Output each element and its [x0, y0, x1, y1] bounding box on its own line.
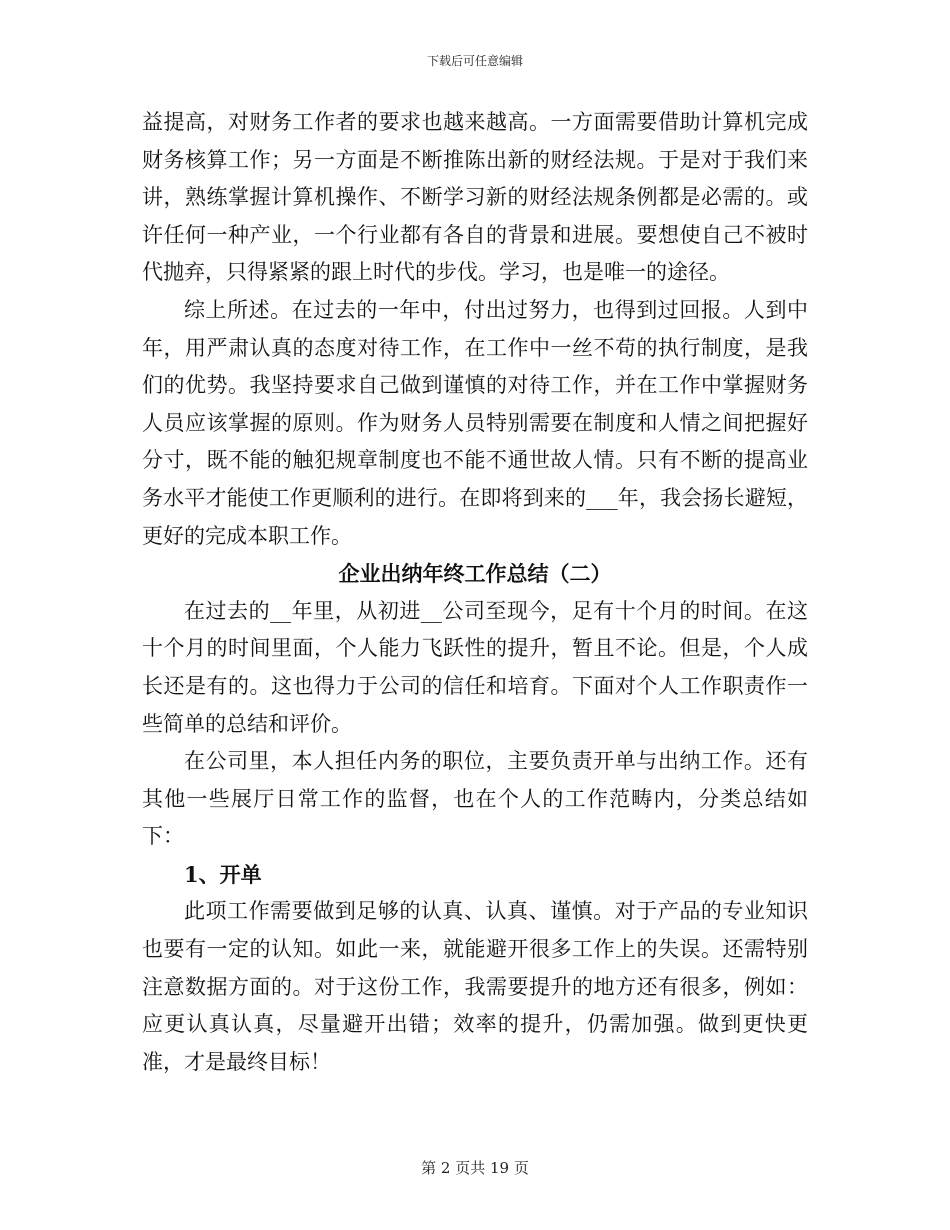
paragraph-billing: 此项工作需要做到足够的认真、认真、谨慎。对于产品的专业知识也要有一定的认知。如此一来，就能避开很多工作上的失误。还需特别注意数据方面的。对于这份工作，我需要提升的地方还有很多，例如：应更认真认真，尽量避开出错；效率的提升，仍需加强。做到更快更准，才是最终目标！ [142, 899, 808, 1074]
paragraph-duties: 在公司里，本人担任内务的职位，主要负责开单与出纳工作。还有其他一些展厅日常工作的监督，也在个人的工作范畴内，分类总结如下： [142, 749, 808, 849]
paragraph-continued: 益提高，对财务工作者的要求也越来越高。一方面需要借助计算机完成财务核算工作；另一方面是不断推陈出新的财经法规。于是对于我们来讲，熟练掌握计算机操作、不断学习新的财经法规条例都是必需的。或许任何一种产业，一个行业都有各自的背景和进展。要想使自己不被时代抛弃，只得紧紧的跟上时代的步伐。学习，也是唯一的途径。 [142, 110, 808, 285]
document-body [142, 104, 808, 1081]
paragraph-summary: 综上所述。在过去的一年中，付出过努力，也得到过回报。人到中年，用严肃认真的态度对待工作，在工作中一丝不苟的执行制度，是我们的优势。我坚持要求自己做到谨慎的对待工作，并在工作中掌握财务人员应该掌握的原则。作为财务人员特别需要在制度和人情之间把握好分寸，既不能的触犯规章制度也不能不通世故人情。只有不断的提高业务水平才能使工作更顺利的进行。在即将到来的___年，我会扬长避短，更好的完成本职工作。 [142, 297, 808, 548]
paragraph-intro: 在过去的__年里，从初进__公司至现今，足有十个月的时间。在这十个月的时间里面，个人能力飞跃性的提升，暂且不论。但是，个人成长还是有的。这也得力于公司的信任和培育。下面对个人工作职责作一些简单的总结和评价。 [142, 598, 808, 736]
page-footer: 第 2 页共 19 页 [421, 1159, 529, 1177]
page-header: 下载后可任意编辑 [426, 54, 523, 68]
section-title: 企业出纳年终工作总结（二） [338, 561, 612, 587]
sub-heading-billing: 1、开单 [184, 861, 262, 887]
